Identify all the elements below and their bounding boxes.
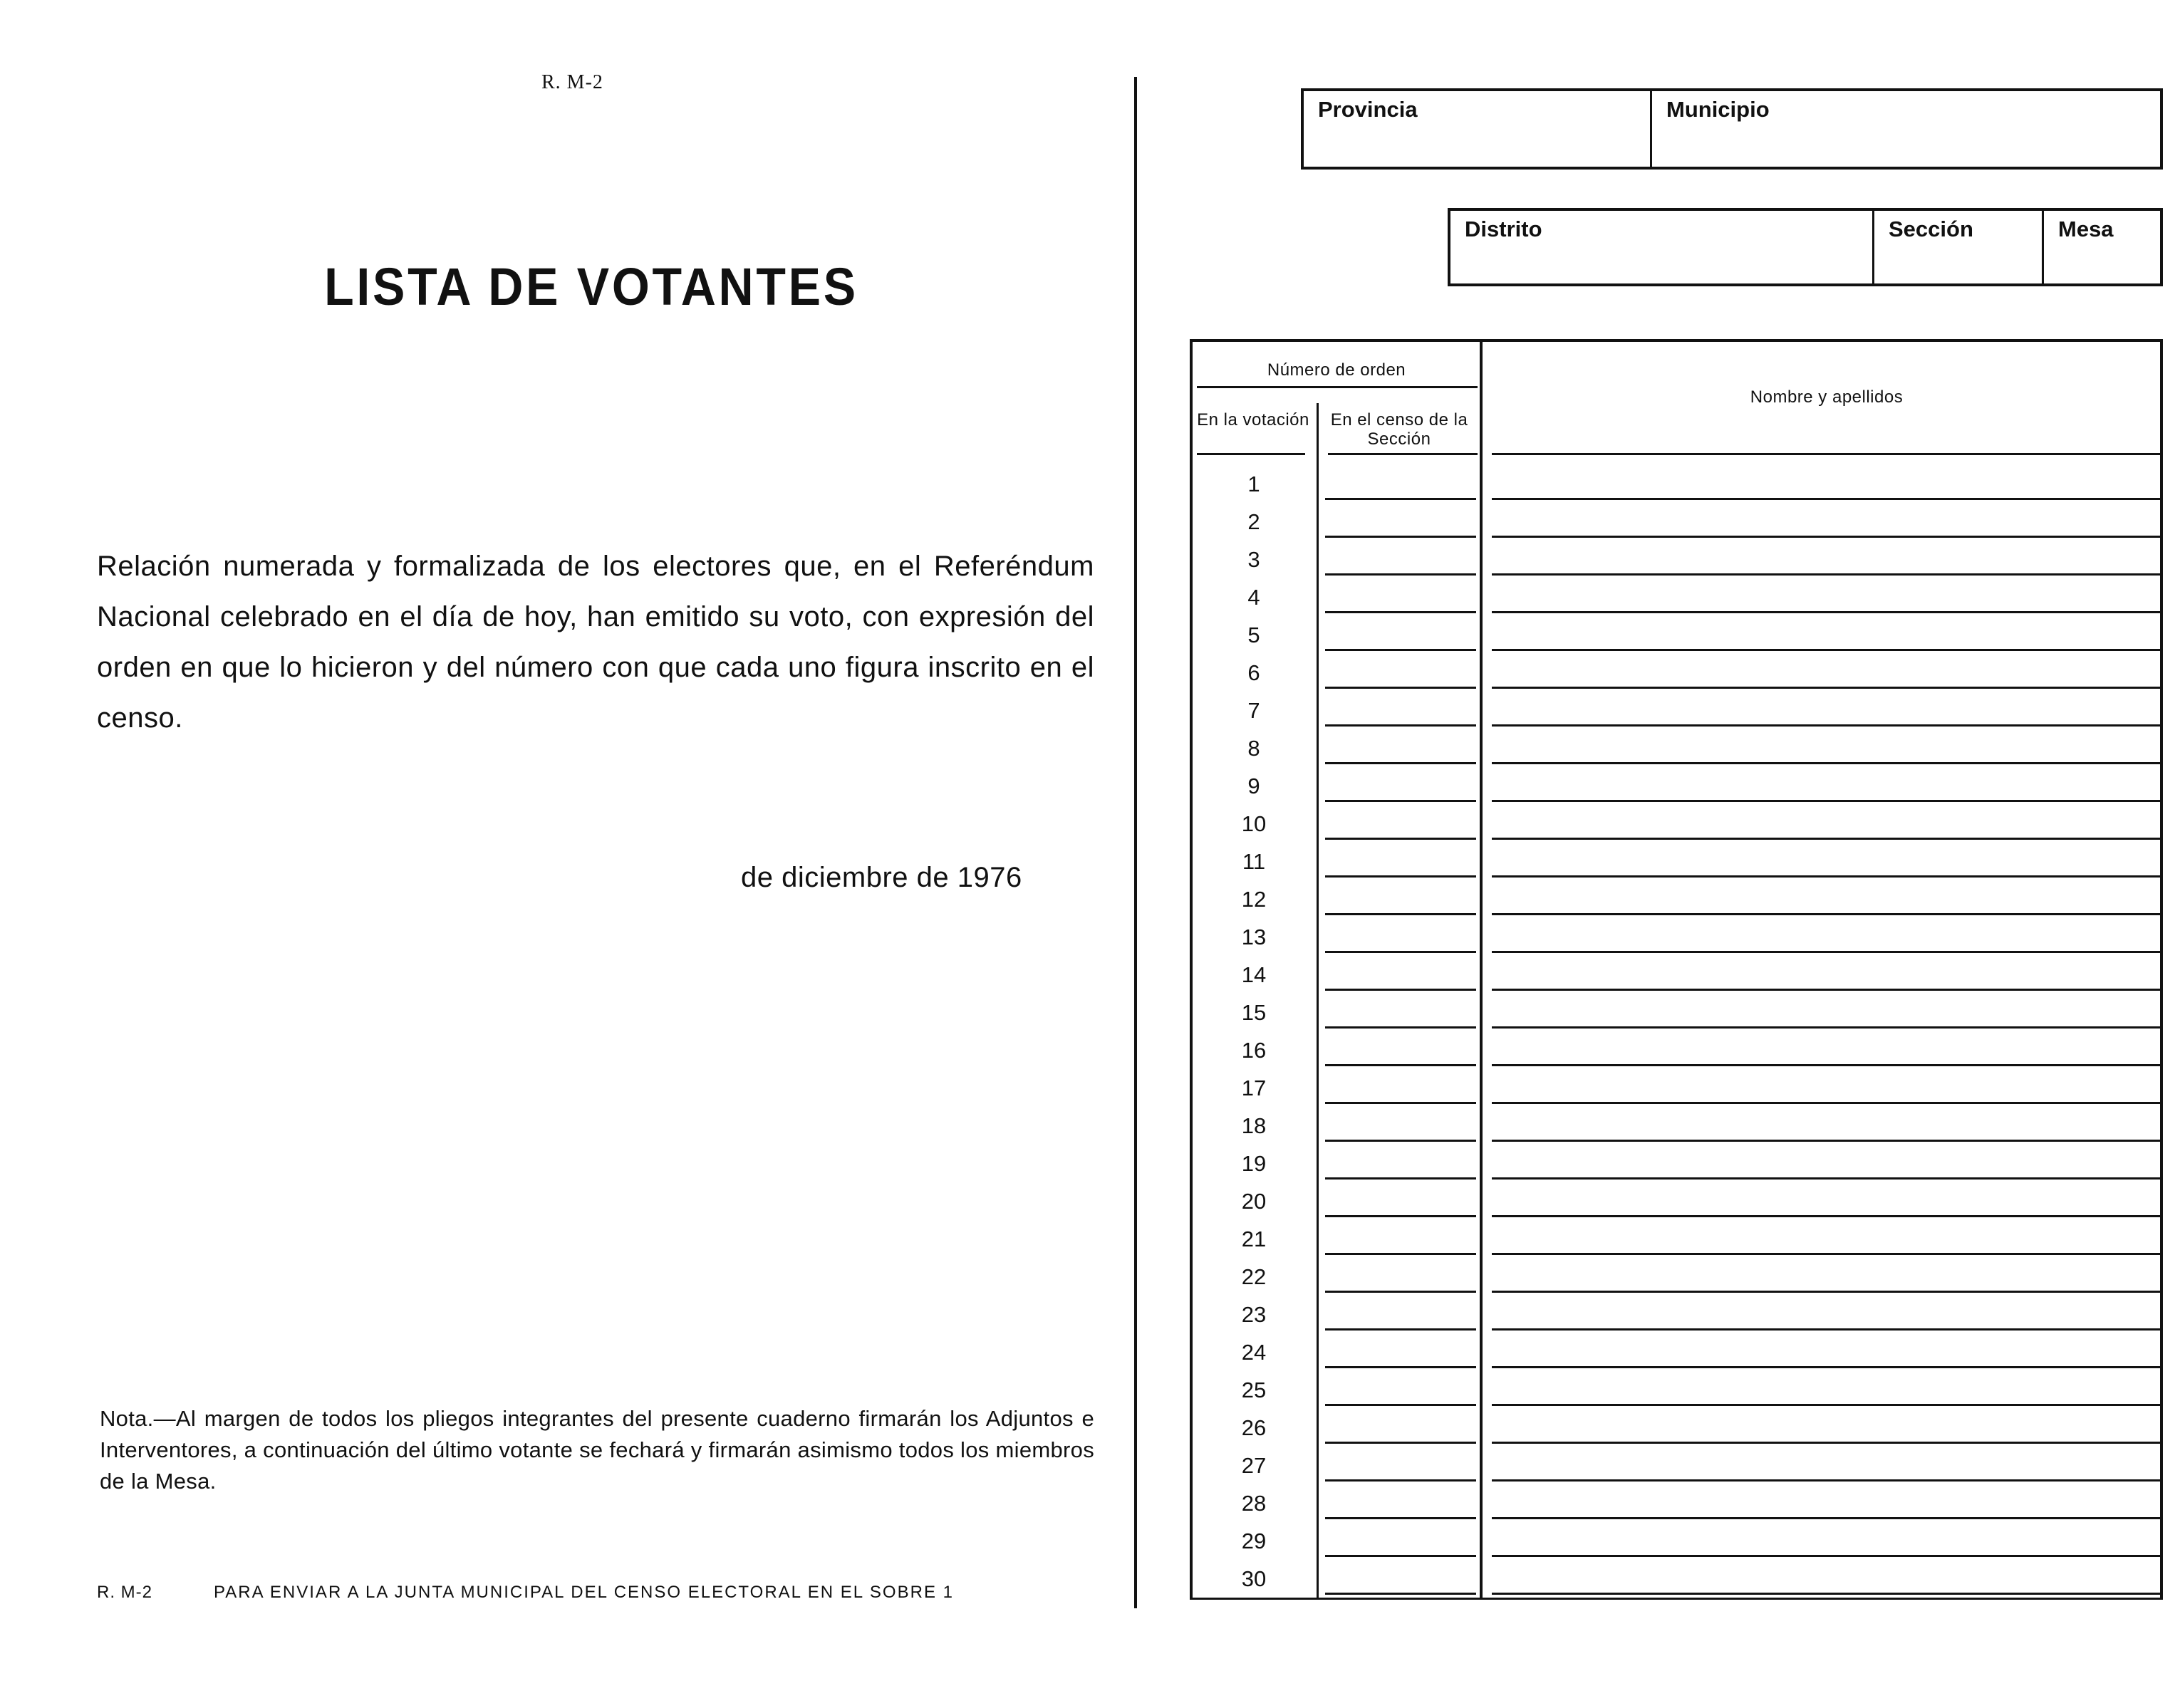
censo-number-line[interactable] xyxy=(1325,1555,1476,1557)
row-number: 4 xyxy=(1247,585,1260,610)
nombre-line[interactable] xyxy=(1492,1064,2160,1066)
intro-paragraph: Relación numerada y formalizada de los electores que, en el Referéndum Nacional celebrado en el día de hoy, han emitido su voto, con expresión del orden en que lo hicieron y del número con que cada uno figura inscrito en el censo. xyxy=(97,551,1094,734)
nombre-line[interactable] xyxy=(1492,536,2160,538)
table-row xyxy=(1193,1372,2160,1410)
nombre-line[interactable] xyxy=(1492,611,2160,613)
censo-number-line[interactable] xyxy=(1325,1102,1476,1104)
table-row xyxy=(1193,994,2160,1032)
table-row xyxy=(1193,466,2160,504)
row-number: 16 xyxy=(1241,1038,1267,1063)
row-number: 23 xyxy=(1241,1302,1267,1327)
form-code: R. M-2 xyxy=(541,71,603,93)
date-line: de diciembre de 1976 xyxy=(741,862,1022,893)
censo-number-line[interactable] xyxy=(1325,1442,1476,1444)
censo-number-line[interactable] xyxy=(1325,649,1476,651)
row-number: 10 xyxy=(1241,811,1267,836)
censo-number-line[interactable] xyxy=(1325,1177,1476,1180)
nombre-line[interactable] xyxy=(1492,573,2160,576)
censo-number-line[interactable] xyxy=(1325,838,1476,840)
header-en-la-votacion: En la votación xyxy=(1197,410,1309,429)
censo-number-line[interactable] xyxy=(1325,989,1476,991)
row-number: 1 xyxy=(1247,472,1260,496)
distrito-label: Distrito xyxy=(1465,217,1542,241)
nombre-line[interactable] xyxy=(1492,838,2160,840)
censo-number-line[interactable] xyxy=(1325,1479,1476,1482)
footer-form-code: R. M-2 xyxy=(97,1583,152,1602)
row-number: 18 xyxy=(1241,1113,1267,1138)
table-row xyxy=(1193,1523,2160,1561)
table-row xyxy=(1193,579,2160,617)
row-number: 9 xyxy=(1247,774,1260,798)
nombre-line[interactable] xyxy=(1492,498,2160,500)
row-number: 24 xyxy=(1241,1340,1267,1365)
table-row xyxy=(1193,881,2160,919)
censo-number-line[interactable] xyxy=(1325,724,1476,727)
row-number: 7 xyxy=(1247,698,1260,723)
row-number: 27 xyxy=(1241,1453,1267,1478)
header-en-el-censo: En el censo de la Sección xyxy=(1330,410,1468,449)
table-row xyxy=(1193,1221,2160,1259)
seccion-field[interactable] xyxy=(1872,211,2042,283)
nombre-line[interactable] xyxy=(1492,1366,2160,1368)
row-number: 22 xyxy=(1241,1264,1267,1289)
nombre-line[interactable] xyxy=(1492,989,2160,991)
table-row xyxy=(1193,1410,2160,1447)
table-row xyxy=(1193,1032,2160,1070)
nombre-line[interactable] xyxy=(1492,724,2160,727)
censo-number-line[interactable] xyxy=(1325,1291,1476,1293)
seccion-label: Sección xyxy=(1889,217,1973,241)
header-rule xyxy=(1328,453,1478,455)
table-row xyxy=(1193,806,2160,843)
table-row xyxy=(1193,504,2160,541)
table-row xyxy=(1193,655,2160,692)
voter-list-table xyxy=(1190,339,2163,1600)
table-row xyxy=(1193,1296,2160,1334)
row-number: 20 xyxy=(1241,1189,1267,1214)
nombre-line[interactable] xyxy=(1492,687,2160,689)
row-number: 5 xyxy=(1247,623,1260,647)
nombre-line[interactable] xyxy=(1492,800,2160,802)
censo-number-line[interactable] xyxy=(1325,573,1476,576)
row-number: 12 xyxy=(1241,887,1267,912)
row-number: 13 xyxy=(1241,925,1267,949)
censo-number-line[interactable] xyxy=(1325,498,1476,500)
table-row xyxy=(1193,1259,2160,1296)
nombre-line[interactable] xyxy=(1492,1328,2160,1331)
nota-paragraph: Nota.—Al margen de todos los pliegos integrantes del presente cuaderno firmarán los Adjuntos e Interventores, a continuación del último votante se fechará y firmarán asimismo todos los miembros de la Mesa. xyxy=(100,1406,1094,1494)
row-number: 2 xyxy=(1247,509,1260,534)
row-number: 26 xyxy=(1241,1415,1267,1440)
provincia-label: Provincia xyxy=(1318,97,1418,122)
table-row xyxy=(1193,1108,2160,1145)
censo-number-line[interactable] xyxy=(1325,687,1476,689)
table-row xyxy=(1193,730,2160,768)
footer-instruction: PARA ENVIAR A LA JUNTA MUNICIPAL DEL CENSO ELECTORAL EN EL SOBRE 1 xyxy=(214,1583,954,1602)
row-number: 30 xyxy=(1241,1566,1267,1591)
mesa-label: Mesa xyxy=(2058,217,2114,241)
censo-number-line[interactable] xyxy=(1325,1328,1476,1331)
header-numero-de-orden: Número de orden xyxy=(1267,360,1406,380)
table-row xyxy=(1193,957,2160,994)
row-number: 25 xyxy=(1241,1378,1267,1402)
nombre-line[interactable] xyxy=(1492,649,2160,651)
table-row xyxy=(1193,1485,2160,1523)
nombre-line[interactable] xyxy=(1492,1215,2160,1217)
nombre-line[interactable] xyxy=(1492,1442,2160,1444)
nombre-line[interactable] xyxy=(1492,1517,2160,1519)
distrito-seccion-mesa-box xyxy=(1448,208,2163,286)
censo-number-line[interactable] xyxy=(1325,1517,1476,1519)
censo-number-line[interactable] xyxy=(1325,536,1476,538)
nombre-line[interactable] xyxy=(1492,1177,2160,1180)
nombre-line[interactable] xyxy=(1492,951,2160,953)
row-number: 19 xyxy=(1241,1151,1267,1176)
censo-number-line[interactable] xyxy=(1325,1064,1476,1066)
row-number: 28 xyxy=(1241,1491,1267,1516)
censo-number-line[interactable] xyxy=(1325,1404,1476,1406)
document-title: LISTA DE VOTANTES xyxy=(324,257,858,316)
censo-number-line[interactable] xyxy=(1325,951,1476,953)
table-row xyxy=(1193,1447,2160,1485)
table-row xyxy=(1193,692,2160,730)
nombre-line[interactable] xyxy=(1492,1253,2160,1255)
provincia-field[interactable] xyxy=(1304,91,1650,167)
row-number: 21 xyxy=(1241,1227,1267,1251)
table-row xyxy=(1193,1561,2160,1598)
nombre-line[interactable] xyxy=(1492,1479,2160,1482)
nombre-line[interactable] xyxy=(1492,875,2160,878)
censo-number-line[interactable] xyxy=(1325,875,1476,878)
table-row xyxy=(1193,617,2160,655)
page-fold-divider xyxy=(1134,77,1137,1608)
row-number: 8 xyxy=(1247,736,1260,761)
table-row xyxy=(1193,768,2160,806)
table-row xyxy=(1193,1334,2160,1372)
table-row xyxy=(1193,541,2160,579)
nombre-line[interactable] xyxy=(1492,762,2160,764)
censo-number-line[interactable] xyxy=(1325,913,1476,915)
row-number: 29 xyxy=(1241,1529,1267,1553)
censo-number-line[interactable] xyxy=(1325,1140,1476,1142)
censo-number-line[interactable] xyxy=(1325,1366,1476,1368)
row-number: 17 xyxy=(1241,1076,1267,1100)
municipio-field[interactable] xyxy=(1650,91,2160,167)
censo-number-line[interactable] xyxy=(1325,1593,1476,1595)
censo-number-line[interactable] xyxy=(1325,1253,1476,1255)
nombre-line[interactable] xyxy=(1492,1026,2160,1029)
row-number: 6 xyxy=(1247,660,1260,685)
header-rule xyxy=(1197,453,1305,455)
row-number: 3 xyxy=(1247,547,1260,572)
row-number: 11 xyxy=(1242,849,1266,874)
table-row xyxy=(1193,1070,2160,1108)
header-rule xyxy=(1197,386,1478,388)
table-row xyxy=(1193,919,2160,957)
voter-rows xyxy=(1193,466,2160,1598)
nombre-line[interactable] xyxy=(1492,1593,2160,1595)
nombre-line[interactable] xyxy=(1492,913,2160,915)
row-number: 14 xyxy=(1241,962,1267,987)
table-row xyxy=(1193,1145,2160,1183)
distrito-field[interactable] xyxy=(1450,211,1872,283)
header-nombre-y-apellidos: Nombre y apellidos xyxy=(1750,387,1904,407)
nombre-line[interactable] xyxy=(1492,1555,2160,1557)
header-rule xyxy=(1492,453,2160,455)
censo-number-line[interactable] xyxy=(1325,1026,1476,1029)
row-number: 15 xyxy=(1241,1000,1267,1025)
mesa-field[interactable] xyxy=(2042,211,2160,283)
nombre-line[interactable] xyxy=(1492,1291,2160,1293)
table-row xyxy=(1193,843,2160,881)
nombre-line[interactable] xyxy=(1492,1102,2160,1104)
censo-number-line[interactable] xyxy=(1325,762,1476,764)
nombre-line[interactable] xyxy=(1492,1404,2160,1406)
nombre-line[interactable] xyxy=(1492,1140,2160,1142)
provincia-municipio-box xyxy=(1301,88,2163,170)
censo-number-line[interactable] xyxy=(1325,800,1476,802)
censo-number-line[interactable] xyxy=(1325,1215,1476,1217)
municipio-label: Municipio xyxy=(1666,97,1770,122)
table-row xyxy=(1193,1183,2160,1221)
censo-number-line[interactable] xyxy=(1325,611,1476,613)
